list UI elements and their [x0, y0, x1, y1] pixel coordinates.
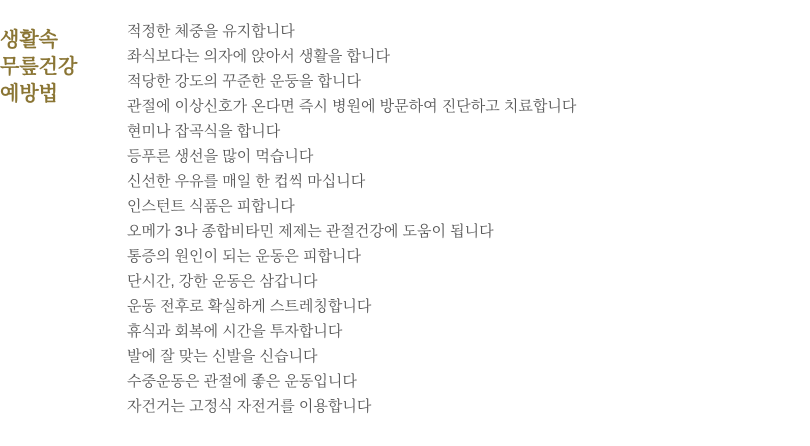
page-title-line-2: 무릎건강	[0, 56, 78, 78]
list-item: 적정한 체중을 유지합니다	[127, 23, 295, 40]
prevention-tips-list	[127, 19, 576, 419]
list-item: 현미나 잡곡식을 합니다	[127, 123, 281, 140]
list-item: 자건거는 고정식 자전거를 이용합니다	[127, 398, 372, 415]
page-title	[0, 27, 120, 108]
list-item: 운동 전후로 확실하게 스트레칭합니다	[127, 298, 372, 315]
list-item: 등푸른 생선을 많이 먹습니다	[127, 148, 314, 165]
list-item: 인스턴트 식품은 피합니다	[127, 198, 295, 215]
list-item: 오메가 3나 종합비타민 제제는 관절건강에 도움이 됩니다	[127, 223, 494, 240]
page-title-line-1: 생활속	[0, 29, 58, 51]
list-item: 신선한 우유를 매일 한 컵씩 마십니다	[127, 173, 366, 190]
list-item: 수중운동은 관절에 좋은 운동입니다	[127, 373, 357, 390]
list-item: 휴식과 회복에 시간을 투자합니다	[127, 323, 343, 340]
list-item: 좌식보다는 의자에 앉아서 생활을 합니다	[127, 48, 391, 65]
list-item: 단시간, 강한 운동은 삼갑니다	[127, 273, 318, 290]
list-item: 적당한 강도의 꾸준한 운둥을 합니다	[127, 73, 362, 90]
list-item: 발에 잘 맞는 신발을 신습니다	[127, 348, 318, 365]
list-item: 통증의 원인이 되는 운동은 피합니다	[127, 248, 362, 265]
page-title-line-3: 예방법	[0, 83, 58, 105]
list-item: 관절에 이상신호가 온다면 즉시 병원에 방문하여 진단하고 치료합니다	[127, 98, 577, 115]
